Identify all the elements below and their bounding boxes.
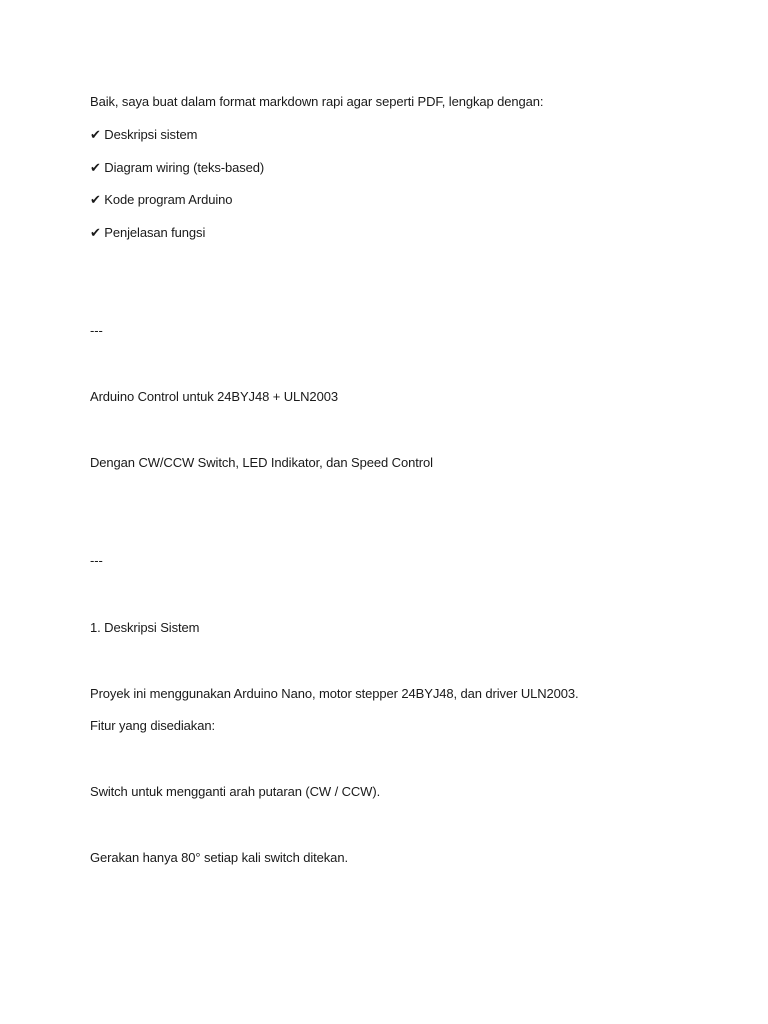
section-paragraph: Proyek ini menggunakan Arduino Nano, motor stepper 24BYJ48, dan driver ULN2003.: [90, 686, 579, 701]
checklist-item-explanation: ✔ Penjelasan fungsi: [90, 225, 206, 240]
intro-text: Baik, saya buat dalam format markdown rapi agar seperti PDF, lengkap dengan:: [90, 94, 544, 109]
checklist-item-wiring: ✔ Diagram wiring (teks-based): [90, 160, 265, 175]
feature-item-motion: Gerakan hanya 80° setiap kali switch ditekan.: [90, 850, 348, 865]
checklist-item-description: ✔ Deskripsi sistem: [90, 127, 198, 142]
features-label: Fitur yang disediakan:: [90, 718, 215, 733]
separator: ---: [90, 323, 103, 338]
checklist-item-code: ✔ Kode program Arduino: [90, 192, 233, 207]
document-title: Arduino Control untuk 24BYJ48 + ULN2003: [90, 389, 338, 404]
document-subtitle: Dengan CW/CCW Switch, LED Indikator, dan Speed Control: [90, 455, 433, 470]
separator: ---: [90, 553, 103, 568]
section-heading: 1. Deskripsi Sistem: [90, 620, 200, 635]
feature-item-switch: Switch untuk mengganti arah putaran (CW / CCW).: [90, 784, 381, 799]
